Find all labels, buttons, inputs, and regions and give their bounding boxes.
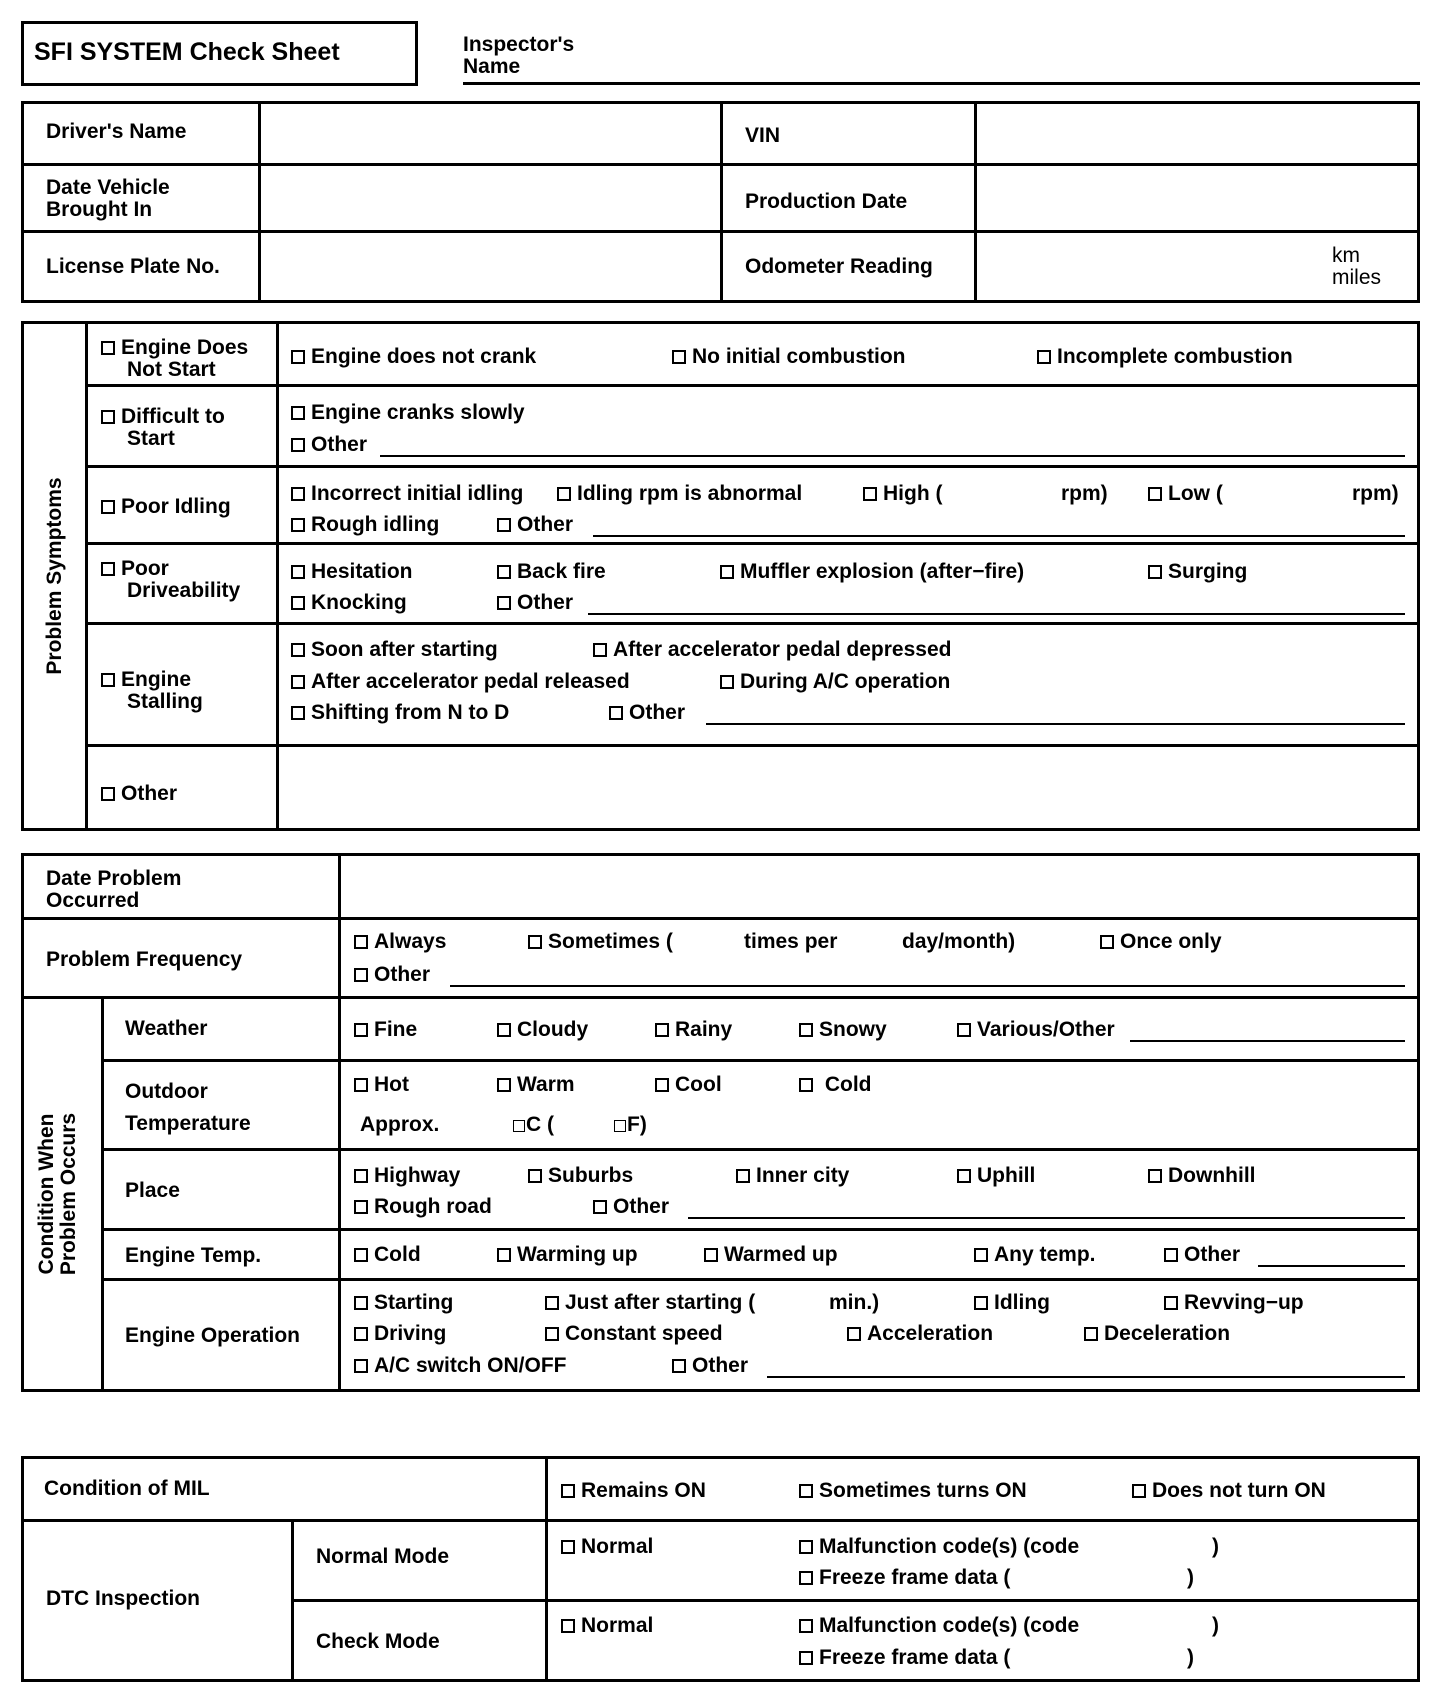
low-rpm-unit: rpm)	[1352, 482, 1399, 505]
checkbox-icon	[354, 1359, 368, 1373]
checkbox-icon	[609, 706, 623, 720]
vin-field[interactable]	[978, 105, 1416, 160]
outdoor-temperature-label: Outdoor Temperature	[125, 1080, 251, 1135]
page-title: SFI SYSTEM Check Sheet	[34, 38, 340, 66]
unit-miles: miles	[1332, 266, 1382, 289]
poor-idling-other-field[interactable]	[593, 535, 1405, 537]
unit-km: km	[1332, 244, 1360, 267]
check-mode-malfunction-close: )	[1212, 1614, 1219, 1637]
engine-temp-other-field[interactable]	[1258, 1265, 1405, 1267]
no-initial-combustion-checkbox[interactable]: No initial combustion	[672, 346, 906, 367]
warmed-up-checkbox[interactable]: Warmed up	[704, 1244, 838, 1265]
place-other-field[interactable]	[688, 1217, 1405, 1219]
knocking-checkbox[interactable]: Knocking	[291, 592, 407, 613]
engine-does-not-crank-checkbox[interactable]: Engine does not crank	[291, 346, 536, 367]
snowy-checkbox[interactable]: Snowy	[799, 1019, 887, 1040]
checkbox-icon	[545, 1327, 559, 1341]
drivers-name-label: Driver's Name	[46, 120, 187, 143]
poor-driveability-checkbox[interactable]: Poor Driveability	[101, 558, 240, 602]
checkbox-icon	[497, 1248, 511, 1262]
check-mode-freeze-frame-checkbox[interactable]: Freeze frame data (	[799, 1647, 1010, 1668]
checkbox-icon	[1132, 1484, 1146, 1498]
checkbox-icon	[101, 673, 115, 687]
checkbox-icon	[101, 341, 115, 355]
normal-mode-malfunction-close: )	[1212, 1535, 1219, 1558]
date-problem-occurred-field[interactable]	[342, 857, 1416, 914]
checkbox-icon	[799, 1619, 813, 1633]
condition-of-mil-label: Condition of MIL	[44, 1477, 210, 1500]
odometer-label: Odometer Reading	[745, 255, 933, 278]
day-month-text: day/month)	[902, 930, 1016, 953]
idling-checkbox[interactable]: Idling	[974, 1292, 1050, 1313]
deg-f-field[interactable]: F)	[614, 1114, 647, 1135]
uphill-checkbox[interactable]: Uphill	[957, 1165, 1035, 1186]
dtc-inspection-label: DTC Inspection	[46, 1587, 201, 1610]
operation-other-checkbox[interactable]: Other	[672, 1355, 748, 1376]
frequency-other-checkbox[interactable]: Other	[354, 964, 430, 985]
deceleration-checkbox[interactable]: Deceleration	[1084, 1323, 1230, 1344]
various-other-checkbox[interactable]: Various/Other	[957, 1019, 1115, 1040]
shifting-n-to-d-checkbox[interactable]: Shifting from N to D	[291, 702, 509, 723]
any-temp-checkbox[interactable]: Any temp.	[974, 1244, 1096, 1265]
poor-idling-checkbox[interactable]: Poor Idling	[101, 496, 231, 517]
constant-speed-checkbox[interactable]: Constant speed	[545, 1323, 723, 1344]
checkbox-icon	[354, 1200, 368, 1214]
incorrect-initial-idling-checkbox[interactable]: Incorrect initial idling	[291, 483, 523, 504]
checkbox-icon	[957, 1169, 971, 1183]
highway-checkbox[interactable]: Highway	[354, 1165, 460, 1186]
normal-mode-label: Normal Mode	[316, 1545, 450, 1568]
engine-does-not-start-checkbox[interactable]: Engine Does Not Start	[101, 337, 248, 381]
checkbox-icon	[291, 406, 305, 420]
check-mode-normal-checkbox[interactable]: Normal	[561, 1615, 653, 1636]
once-only-checkbox[interactable]: Once only	[1100, 931, 1222, 952]
engine-cranks-slowly-checkbox[interactable]: Engine cranks slowly	[291, 402, 525, 423]
checkbox-icon	[561, 1484, 575, 1498]
check-mode-label: Check Mode	[316, 1630, 440, 1653]
condition-section-label: Condition When Problem Occurs	[35, 1112, 80, 1276]
high-rpm-checkbox[interactable]: High (	[863, 483, 942, 504]
checkbox-icon	[1148, 565, 1162, 579]
ac-switch-checkbox[interactable]: A/C switch ON/OFF	[354, 1355, 567, 1376]
checkbox-icon	[291, 350, 305, 364]
does-not-turn-on-checkbox[interactable]: Does not turn ON	[1132, 1480, 1326, 1501]
checkbox-icon	[291, 675, 305, 689]
checkbox-icon	[736, 1169, 750, 1183]
checkbox-icon	[101, 500, 115, 514]
license-plate-field[interactable]	[262, 234, 717, 299]
checkbox-icon	[799, 1571, 813, 1585]
inner-city-checkbox[interactable]: Inner city	[736, 1165, 849, 1186]
checkbox-icon	[847, 1327, 861, 1341]
checkbox-icon	[354, 1078, 368, 1092]
degree-icon	[513, 1120, 525, 1132]
engine-operation-label: Engine Operation	[125, 1324, 301, 1347]
checkbox-icon	[863, 487, 877, 501]
high-rpm-unit: rpm)	[1061, 482, 1108, 505]
checkbox-icon	[561, 1619, 575, 1633]
problem-symptoms-section-label: Problem Symptoms	[43, 477, 66, 675]
checkbox-icon	[354, 1327, 368, 1341]
checkbox-icon	[291, 596, 305, 610]
checkbox-icon	[655, 1023, 669, 1037]
checkbox-icon	[291, 487, 305, 501]
idling-rpm-abnormal-checkbox[interactable]: Idling rpm is abnormal	[557, 483, 802, 504]
checkbox-icon	[1037, 350, 1051, 364]
difficult-start-other-field[interactable]	[380, 455, 1405, 457]
weather-label: Weather	[125, 1017, 208, 1040]
operation-other-field[interactable]	[767, 1376, 1405, 1378]
approx-label: Approx.	[360, 1113, 440, 1136]
checkbox-icon	[101, 410, 115, 424]
sometimes-checkbox[interactable]: Sometimes (	[528, 931, 673, 952]
odometer-field[interactable]	[978, 234, 1298, 299]
rough-road-checkbox[interactable]: Rough road	[354, 1196, 492, 1217]
checkbox-icon	[974, 1296, 988, 1310]
frequency-other-field[interactable]	[450, 985, 1405, 987]
warm-checkbox[interactable]: Warm	[497, 1074, 575, 1095]
normal-mode-normal-checkbox[interactable]: Normal	[561, 1536, 653, 1557]
checkbox-icon	[799, 1078, 813, 1092]
acceleration-checkbox[interactable]: Acceleration	[847, 1323, 993, 1344]
difficult-to-start-checkbox[interactable]: Difficult to Start	[101, 406, 225, 450]
normal-mode-freeze-frame-checkbox[interactable]: Freeze frame data (	[799, 1567, 1010, 1588]
checkbox-icon	[101, 562, 115, 576]
checkbox-icon	[354, 968, 368, 982]
production-date-label: Production Date	[745, 190, 908, 213]
checkbox-icon	[561, 1540, 575, 1554]
times-per-text: times per	[744, 930, 838, 953]
checkbox-icon	[593, 1200, 607, 1214]
checkbox-icon	[354, 1023, 368, 1037]
driving-checkbox[interactable]: Driving	[354, 1323, 446, 1344]
checkbox-icon	[291, 438, 305, 452]
remains-on-checkbox[interactable]: Remains ON	[561, 1480, 706, 1501]
engine-stalling-checkbox[interactable]: Engine Stalling	[101, 669, 203, 713]
date-brought-in-label: Date Vehicle Brought In	[46, 176, 170, 221]
checkbox-icon	[1100, 935, 1114, 949]
checkbox-icon	[354, 1248, 368, 1262]
checkbox-icon	[593, 643, 607, 657]
checkbox-icon	[1084, 1327, 1098, 1341]
starting-checkbox[interactable]: Starting	[354, 1292, 453, 1313]
checkbox-icon	[557, 487, 571, 501]
date-problem-occurred-label: Date Problem Occurred	[46, 867, 182, 912]
cloudy-checkbox[interactable]: Cloudy	[497, 1019, 588, 1040]
inspector-name-field[interactable]	[463, 82, 1420, 85]
rainy-checkbox[interactable]: Rainy	[655, 1019, 732, 1040]
fine-checkbox[interactable]: Fine	[354, 1019, 417, 1040]
always-checkbox[interactable]: Always	[354, 931, 446, 952]
hot-checkbox[interactable]: Hot	[354, 1074, 409, 1095]
check-mode-malfunction-checkbox[interactable]: Malfunction code(s) (code	[799, 1615, 1079, 1636]
checkbox-icon	[799, 1484, 813, 1498]
checkbox-icon	[528, 935, 542, 949]
revving-up-checkbox[interactable]: Revving−up	[1164, 1292, 1304, 1313]
normal-mode-freeze-frame-close: )	[1187, 1566, 1194, 1589]
after-pedal-released-checkbox[interactable]: After accelerator pedal released	[291, 671, 630, 692]
license-plate-label: License Plate No.	[46, 255, 220, 278]
checkbox-icon	[545, 1296, 559, 1310]
hesitation-checkbox[interactable]: Hesitation	[291, 561, 413, 582]
checkbox-icon	[799, 1651, 813, 1665]
checkbox-icon	[799, 1023, 813, 1037]
driveability-other-checkbox[interactable]: Other	[497, 592, 573, 613]
checkbox-icon	[974, 1248, 988, 1262]
checkbox-icon	[354, 1169, 368, 1183]
checkbox-icon	[291, 518, 305, 532]
just-after-starting-checkbox[interactable]: Just after starting (	[545, 1292, 755, 1313]
during-ac-operation-checkbox[interactable]: During A/C operation	[720, 671, 950, 692]
checkbox-icon	[291, 643, 305, 657]
checkbox-icon	[528, 1169, 542, 1183]
downhill-checkbox[interactable]: Downhill	[1148, 1165, 1256, 1186]
stalling-other-checkbox[interactable]: Other	[609, 702, 685, 723]
date-brought-in-field[interactable]	[262, 167, 717, 227]
checkbox-icon	[497, 565, 511, 579]
cool-checkbox[interactable]: Cool	[655, 1074, 722, 1095]
checkbox-icon	[1148, 1169, 1162, 1183]
poor-idling-other-checkbox[interactable]: Other	[497, 514, 573, 535]
checkbox-icon	[354, 1296, 368, 1310]
symptom-other-checkbox[interactable]: Other	[101, 783, 177, 804]
deg-c-field[interactable]: C (	[513, 1114, 554, 1135]
normal-mode-malfunction-checkbox[interactable]: Malfunction code(s) (code	[799, 1536, 1079, 1557]
checkbox-icon	[720, 675, 734, 689]
symptom-other-field[interactable]	[280, 748, 1416, 827]
engine-temp-other-checkbox[interactable]: Other	[1164, 1244, 1240, 1265]
surging-checkbox[interactable]: Surging	[1148, 561, 1247, 582]
checkbox-icon	[101, 787, 115, 801]
production-date-field[interactable]	[978, 167, 1416, 227]
back-fire-checkbox[interactable]: Back fire	[497, 561, 606, 582]
checkbox-icon	[704, 1248, 718, 1262]
driveability-other-field[interactable]	[588, 613, 1405, 615]
incomplete-combustion-checkbox[interactable]: Incomplete combustion	[1037, 346, 1293, 367]
problem-frequency-label: Problem Frequency	[46, 948, 243, 971]
checkbox-icon	[1148, 487, 1162, 501]
low-rpm-checkbox[interactable]: Low (	[1148, 483, 1223, 504]
after-pedal-depressed-checkbox[interactable]: After accelerator pedal depressed	[593, 639, 951, 660]
checkbox-icon	[497, 1078, 511, 1092]
warming-up-checkbox[interactable]: Warming up	[497, 1244, 638, 1265]
checkbox-icon	[291, 565, 305, 579]
checkbox-icon	[1164, 1296, 1178, 1310]
checkbox-icon	[497, 596, 511, 610]
checkbox-icon	[291, 706, 305, 720]
checkbox-icon	[655, 1078, 669, 1092]
inspector-name-label: Inspector's Name	[463, 33, 575, 78]
checkbox-icon	[672, 1359, 686, 1373]
place-other-checkbox[interactable]: Other	[593, 1196, 669, 1217]
difficult-start-other-checkbox[interactable]: Other	[291, 434, 367, 455]
engine-cold-checkbox[interactable]: Cold	[354, 1244, 421, 1265]
checkbox-icon	[1164, 1248, 1178, 1262]
engine-temp-label: Engine Temp.	[125, 1244, 262, 1267]
min-unit: min.)	[829, 1291, 880, 1314]
checkbox-icon	[497, 518, 511, 532]
cold-checkbox[interactable]: Cold	[799, 1074, 872, 1095]
vin-label: VIN	[745, 124, 781, 147]
rough-idling-checkbox[interactable]: Rough idling	[291, 514, 439, 535]
checkbox-icon	[497, 1023, 511, 1037]
soon-after-starting-checkbox[interactable]: Soon after starting	[291, 639, 498, 660]
stalling-other-field[interactable]	[706, 723, 1405, 725]
checkbox-icon	[957, 1023, 971, 1037]
sometimes-turns-on-checkbox[interactable]: Sometimes turns ON	[799, 1480, 1027, 1501]
check-mode-freeze-frame-close: )	[1187, 1646, 1194, 1669]
checkbox-icon	[799, 1540, 813, 1554]
muffler-explosion-checkbox[interactable]: Muffler explosion (after−fire)	[720, 561, 1024, 582]
suburbs-checkbox[interactable]: Suburbs	[528, 1165, 633, 1186]
weather-other-field[interactable]	[1130, 1040, 1405, 1042]
place-label: Place	[125, 1179, 180, 1202]
checkbox-icon	[720, 565, 734, 579]
degree-icon	[614, 1120, 626, 1132]
checkbox-icon	[672, 350, 686, 364]
drivers-name-field[interactable]	[262, 105, 717, 160]
checkbox-icon	[354, 935, 368, 949]
